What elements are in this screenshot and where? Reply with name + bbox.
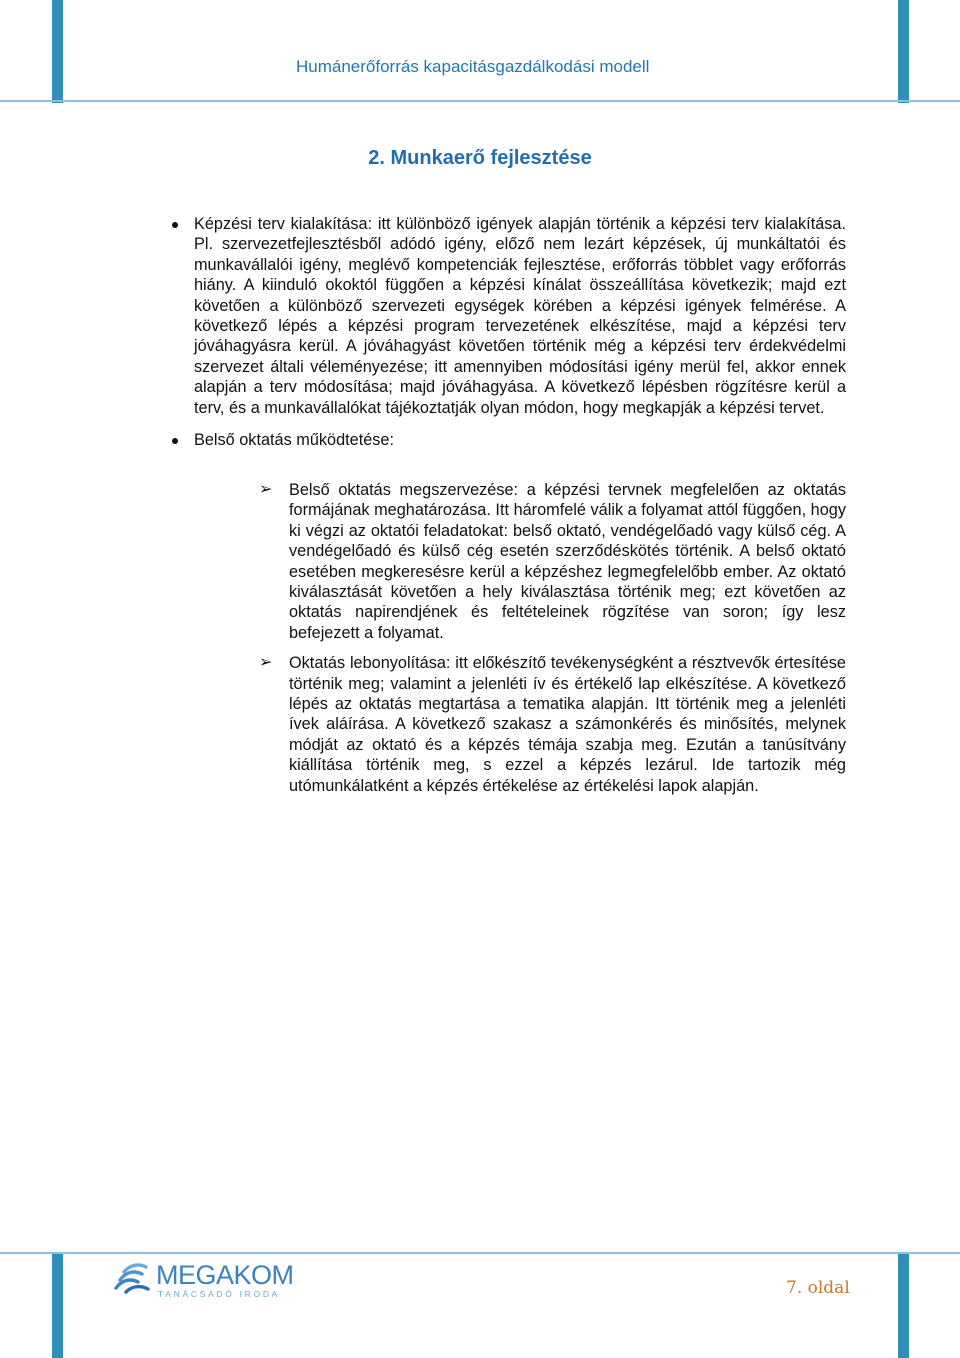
document-title: Humánerőforrás kapacitásgazdálkodási modell xyxy=(296,57,650,76)
section-heading: 2. Munkaerő fejlesztése xyxy=(368,147,592,169)
bullet-item xyxy=(194,430,846,450)
arrowhead-bullet-icon: ➢ xyxy=(259,654,273,672)
logo-waves-icon xyxy=(112,1258,152,1298)
header-left-accent-bar xyxy=(52,0,63,103)
sub-item-text: Belső oktatás megszervezése: a képzési tervnek megfelelően az oktatás formájának meghatározása. Itt háromfelé válik a folyamat attól függően, hogy ki végzi az oktatói feladatokat: belső oktató, vendégelőadó vagy külső cég. A vendégelőadó és külső cég esetén szerződéskötés történik. A belső oktató esetében megkeresésre kerül a képzéshez legmegfelelőbb ember. Az oktató kiválasztását követően a hely kiválasztása történik meg; ezt követően az oktatás napirendjének és feltételeinek rögzítése van soron; így lesz befejezett a folyamat. xyxy=(289,481,846,642)
sub-list-container xyxy=(194,480,846,806)
page-number: 7. oldal xyxy=(786,1278,850,1298)
sub-list-item xyxy=(259,480,846,643)
bullet-dot-icon xyxy=(172,438,178,444)
bullet-dot-icon xyxy=(172,222,178,228)
logo-subtitle: TANÁCSADÓ IRODA xyxy=(158,1289,281,1299)
bullet-text: Képzési terv kialakítása: itt különböző igények alapján történik a képzési terv kialakítása. Pl. szervezetfejlesztésből adódó igény, előző nem lezárt képzések, új munkáltatói és munkavállalói igény, meglévő kompetenciák fejlesztése, erőforrás többlet vagy erőforrás hiány. A kiinduló okoktól függően a képzési kínálat összeállítása következik; majd ezt követően a különböző szervezeti egységek körében a képzési igények felmérése. A következő lépés a képzési program tervezetének elkészítése, majd a képzési terv jóváhagyásra kerül. A jóváhagyást követően történik még a képzési terv érdekvédelmi szervezet általi véleményezése; itt amennyiben módosítási igény merül fel, akkor ennek alapján a terv módosítása; majd jóváhagyása. A következő lépésben rögzítésre kerül a terv, és a munkavállalókat tájékoztatják olyan módon, hogy megkapják a képzési tervet. xyxy=(194,215,846,417)
footer-right-accent-bar xyxy=(898,1254,909,1358)
bullet-item xyxy=(194,214,846,418)
header-divider xyxy=(0,100,960,102)
bullet-text: Belső oktatás működtetése: xyxy=(194,431,395,450)
arrowhead-bullet-icon: ➢ xyxy=(259,481,273,498)
header-right-accent-bar xyxy=(898,0,909,103)
company-logo xyxy=(112,1258,294,1302)
document-body xyxy=(194,214,846,462)
footer-left-accent-bar xyxy=(52,1254,63,1358)
logo-name: MEGAKOM xyxy=(156,1260,294,1290)
sub-item-text: Oktatás lebonyolítása: itt előkészítő tevékenységként a résztvevők értesítése történik meg; valamint a jelenléti ív és értékelő lap elkészítése. A következő lépés az oktatás megtartása a tematika alapján. Itt történik meg a jelenléti ívek aláírása. A következő szakasz a számonkérés és minősítés, melynek módját az oktató és a képzés témája szabja meg. Ezután a tanúsítvány kiállítása történik meg, s ezzel a képzés lezárul. Ide tartozik még utómunkálatként a képzés értékelése az értékelési lapok alapján. xyxy=(289,654,846,795)
footer-divider xyxy=(0,1252,960,1254)
sub-list-item xyxy=(259,653,846,796)
sub-list xyxy=(259,480,846,796)
